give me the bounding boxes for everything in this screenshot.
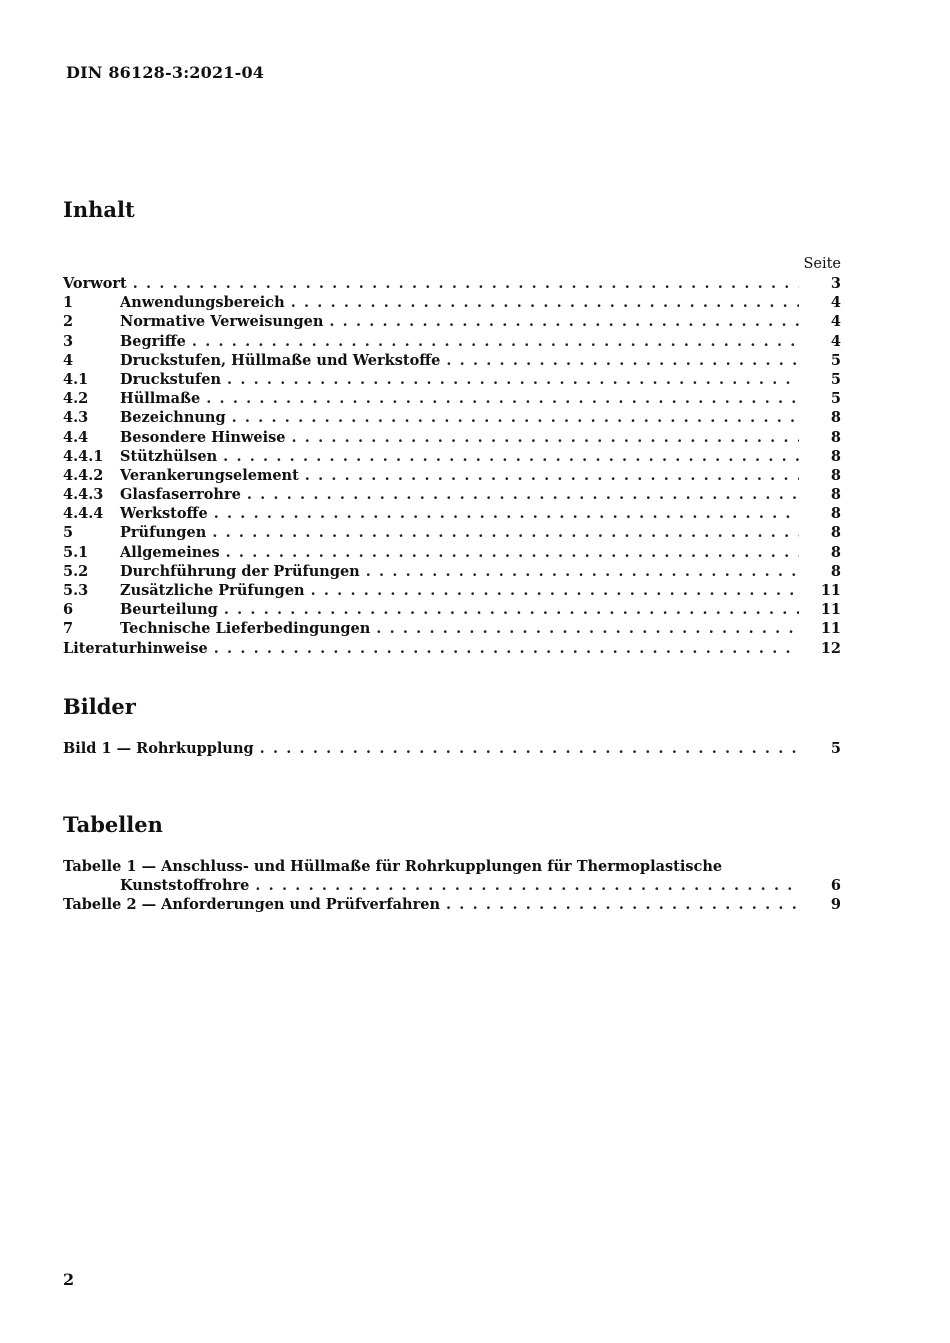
toc-entry[interactable] (63, 274, 841, 293)
toc-entry-number: 4.4.3 (63, 486, 104, 504)
table-entry[interactable] (63, 895, 841, 914)
toc-entry-title: Literaturhinweise (63, 639, 208, 657)
figures-section (63, 694, 841, 758)
toc-entry-page: 5 (830, 351, 841, 369)
figure-entry-title: Bild 1 — Rohrkupplung (63, 740, 254, 757)
toc-entry-title: Stützhülsen (120, 447, 218, 465)
toc-entry-title: Verankerungselement (120, 466, 299, 484)
dot-leader (366, 562, 799, 581)
toc-entry-page: 4 (830, 294, 841, 312)
toc-entry-page: 5 (830, 390, 841, 408)
toc-entry-title: Zusätzliche Prüfungen (120, 582, 305, 599)
dot-leader (226, 543, 799, 562)
dot-leader (376, 619, 799, 638)
toc-entry[interactable] (63, 408, 841, 427)
toc-entry-page: 8 (830, 447, 841, 465)
toc-entry-title: Allgemeines (120, 543, 220, 561)
toc-entry-title: Bezeichnung (120, 409, 226, 427)
toc-entry-number: 4.4 (63, 428, 89, 446)
toc-entry-page: 8 (830, 486, 841, 504)
table-entry-title: Tabelle 1 — Anschluss- und Hüllmaße für Rohrkupplungen für Thermoplastische (63, 858, 723, 875)
dot-leader (260, 739, 799, 758)
tables-heading: Tabellen (63, 812, 163, 837)
toc-entry-number: 7 (63, 620, 74, 638)
toc-entry-number: 4.4.2 (63, 466, 104, 484)
dot-leader (291, 293, 799, 312)
figure-entry[interactable] (63, 739, 841, 758)
dot-leader (292, 428, 800, 447)
toc-entry-title: Besondere Hinweise (120, 428, 286, 446)
dot-leader (311, 581, 799, 600)
toc-entry[interactable] (63, 523, 841, 542)
toc-entry-title: Beurteilung (120, 601, 218, 619)
dot-leader (247, 485, 799, 504)
toc-entry-title: Technische Lieferbedingungen (120, 620, 371, 638)
toc-entry-number: 5.3 (63, 582, 89, 599)
document-id: DIN 86128-3:2021-04 (66, 63, 265, 82)
dot-leader (446, 351, 799, 370)
toc-entry-title: Werkstoffe (120, 505, 208, 523)
tables-section (63, 812, 841, 915)
toc-entry[interactable] (63, 600, 841, 619)
dot-leader (227, 370, 799, 389)
toc-entry[interactable] (63, 293, 841, 312)
dot-leader (329, 312, 799, 331)
dot-leader (214, 639, 799, 658)
toc-entry-title: Vorwort (63, 275, 127, 292)
toc-entry[interactable] (63, 562, 841, 581)
toc-entry-number: 1 (63, 294, 74, 312)
toc-entry[interactable] (63, 389, 841, 408)
table-entry[interactable] (63, 857, 841, 895)
toc-entry-number: 5 (63, 524, 74, 542)
toc-entry-page: 11 (820, 582, 841, 599)
toc-entry-number: 2 (63, 313, 74, 331)
toc-entry-number: 4.3 (63, 409, 89, 427)
dot-leader (214, 504, 799, 523)
toc-entry-title: Prüfungen (120, 524, 207, 542)
table-entry-title-continued: Kunststoffrohre (120, 877, 250, 895)
toc-entry-page: 11 (820, 620, 841, 638)
toc-entry-number: 3 (63, 332, 74, 350)
toc-entry-number: 6 (63, 601, 74, 619)
dot-leader (206, 389, 799, 408)
toc-entry-page: 3 (830, 275, 841, 292)
toc-entry-number: 4.4.4 (63, 505, 104, 523)
toc-list (63, 274, 841, 658)
toc-entry[interactable] (63, 351, 841, 370)
toc-entry-page: 8 (830, 505, 841, 523)
toc-entry-number: 4.4.1 (63, 447, 104, 465)
dot-leader (224, 600, 799, 619)
dot-leader (192, 332, 799, 351)
toc-entry-title: Druckstufen, Hüllmaße und Werkstoffe (120, 351, 441, 369)
dot-leader (446, 895, 799, 914)
toc-entry[interactable] (63, 370, 841, 389)
toc-entry[interactable] (63, 504, 841, 523)
toc-entry-title: Durchführung der Prüfungen (120, 562, 360, 580)
toc-entry[interactable] (63, 332, 841, 351)
toc-entry[interactable] (63, 447, 841, 466)
toc-entry-page: 4 (830, 313, 841, 331)
dot-leader (212, 523, 799, 542)
page-column-label: Seite (803, 256, 841, 272)
contents-heading: Inhalt (63, 197, 135, 222)
toc-entry-title: Hüllmaße (120, 390, 201, 408)
toc-entry-page: 4 (830, 332, 841, 350)
toc-entry-page: 8 (830, 466, 841, 484)
table-entry-title: Tabelle 2 — Anforderungen und Prüfverfahren (63, 896, 440, 914)
toc-entry-title: Druckstufen (120, 370, 222, 388)
dot-leader (232, 408, 799, 427)
toc-entry-title: Begriffe (120, 332, 186, 350)
dot-leader (223, 447, 799, 466)
toc-entry-number: 4 (63, 351, 74, 369)
page-number: 2 (63, 1270, 75, 1289)
toc-entry-page: 12 (820, 639, 841, 657)
figure-entry-page: 5 (830, 740, 841, 757)
figures-heading: Bilder (63, 694, 136, 719)
toc-entry-title: Glasfaserrohre (120, 486, 241, 504)
toc-entry-number: 5.2 (63, 562, 89, 580)
toc-entry-page: 11 (820, 601, 841, 619)
table-entry-page: 9 (830, 896, 841, 914)
toc-entry-number: 5.1 (63, 543, 89, 561)
toc-entry[interactable] (63, 428, 841, 447)
toc-entry[interactable] (63, 543, 841, 562)
toc-entry-page: 8 (830, 562, 841, 580)
dot-leader (133, 274, 799, 293)
toc-entry[interactable] (63, 312, 841, 331)
toc-entry-title: Normative Verweisungen (120, 313, 324, 331)
toc-entry-page: 8 (830, 428, 841, 446)
dot-leader (255, 876, 799, 895)
toc-entry-number: 4.1 (63, 370, 89, 388)
contents-section (63, 197, 841, 658)
toc-entry[interactable] (63, 639, 841, 658)
toc-entry-page: 8 (830, 409, 841, 427)
toc-entry[interactable] (63, 619, 841, 638)
toc-entry-page: 8 (830, 524, 841, 542)
toc-entry[interactable] (63, 581, 841, 600)
toc-entry[interactable] (63, 485, 841, 504)
toc-entry-number: 4.2 (63, 390, 89, 408)
toc-entry-page: 5 (830, 370, 841, 388)
dot-leader (305, 466, 799, 485)
toc-entry-page: 8 (830, 543, 841, 561)
toc-entry[interactable] (63, 466, 841, 485)
table-entry-page: 6 (830, 877, 841, 895)
toc-entry-title: Anwendungsbereich (120, 294, 285, 312)
